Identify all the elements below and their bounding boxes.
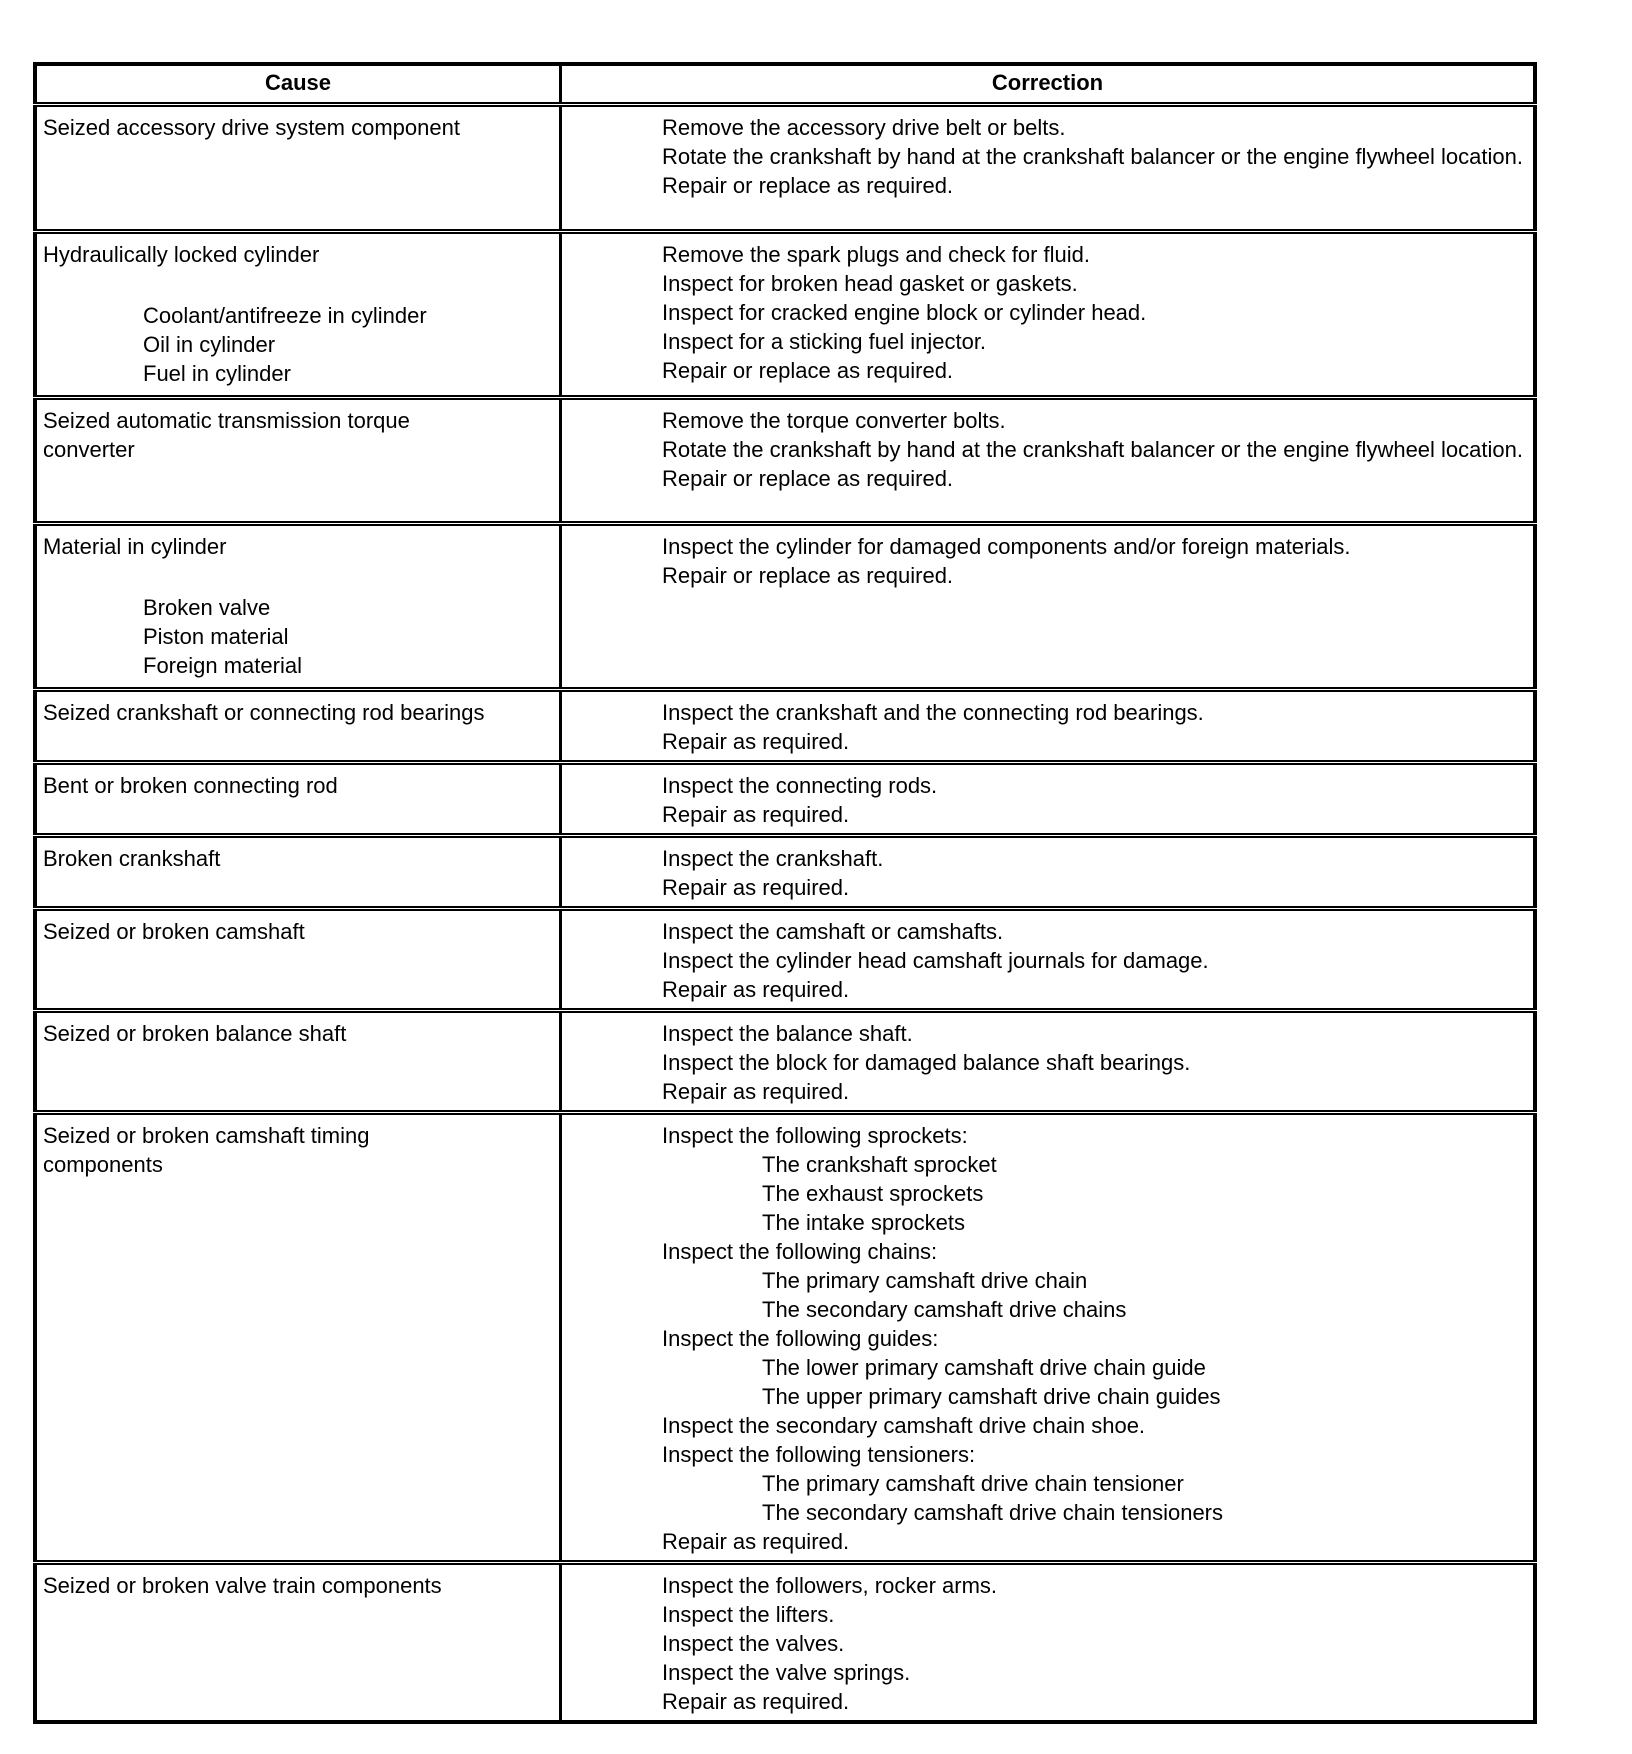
cause-text: Material in cylinder: [43, 534, 227, 559]
cause-text: Seized crankshaft or connecting rod bearings: [43, 700, 485, 725]
correction-step: Inspect the camshaft or camshafts.: [662, 919, 1004, 944]
correction-step: Inspect the following sprockets:: [662, 1123, 968, 1148]
cause-subitem: Oil in cylinder: [143, 332, 276, 357]
table-row: [35, 105, 1535, 232]
table-row: [35, 836, 1535, 909]
correction-step: Inspect for a sticking fuel injector.: [662, 329, 987, 354]
correction-step: Inspect the block for damaged balance shaft bearings.: [662, 1050, 1191, 1075]
cause-cell: [35, 232, 561, 398]
correction-cell: [561, 1113, 1536, 1563]
correction-step: Repair as required.: [662, 802, 850, 827]
correction-step: Inspect the valve springs.: [662, 1660, 911, 1685]
correction-step: Rotate the crankshaft by hand at the crankshaft balancer or the engine flywheel location.: [662, 144, 1523, 169]
cause-subitem: Piston material: [143, 624, 289, 649]
correction-step: Inspect the following tensioners:: [662, 1442, 976, 1467]
cause-cell: [35, 1011, 561, 1113]
table-row: [35, 763, 1535, 836]
cause-text: Seized or broken valve train components: [43, 1573, 442, 1598]
correction-step: Inspect the cylinder head camshaft journals for damage.: [662, 948, 1209, 973]
correction-step: Repair or replace as required.: [662, 358, 954, 383]
correction-cell: [561, 763, 1536, 836]
correction-cell: [561, 1011, 1536, 1113]
correction-step: Inspect for cracked engine block or cylinder head.: [662, 300, 1147, 325]
correction-subitem: The intake sprockets: [762, 1210, 965, 1235]
cause-cell: [35, 909, 561, 1011]
table-row: [35, 690, 1535, 763]
cause-text: Seized or broken balance shaft: [43, 1021, 347, 1046]
cause-subitem: Coolant/antifreeze in cylinder: [143, 303, 427, 328]
header-row: [35, 64, 1535, 105]
cause-cell: [35, 1563, 561, 1723]
correction-step: Inspect the cylinder for damaged components and/or foreign materials.: [662, 534, 1351, 559]
table-row: [35, 1011, 1535, 1113]
correction-step: Repair as required.: [662, 1079, 850, 1104]
table-row: [35, 232, 1535, 398]
table-row: [35, 398, 1535, 524]
cause-subitem: Foreign material: [143, 653, 302, 678]
cause-text: Seized accessory drive system component: [43, 115, 460, 140]
correction-cell: [561, 1563, 1536, 1723]
correction-step: Repair or replace as required.: [662, 173, 954, 198]
cause-cell: [35, 1113, 561, 1563]
correction-cell: [561, 232, 1536, 398]
correction-subitem: The upper primary camshaft drive chain guides: [762, 1384, 1221, 1409]
correction-step: Remove the accessory drive belt or belts.: [662, 115, 1066, 140]
correction-cell: [561, 398, 1536, 524]
correction-cell: [561, 105, 1536, 232]
correction-cell: [561, 909, 1536, 1011]
cause-cell: [35, 690, 561, 763]
correction-step: Inspect the secondary camshaft drive chain shoe.: [662, 1413, 1146, 1438]
cause-text: Seized or broken camshaft: [43, 919, 305, 944]
cause-text: Hydraulically locked cylinder: [43, 242, 320, 267]
header-correction: Correction: [561, 64, 1536, 105]
correction-subitem: The secondary camshaft drive chain tensioners: [762, 1500, 1224, 1525]
cause-cell: [35, 836, 561, 909]
table-row: [35, 909, 1535, 1011]
correction-cell: [561, 524, 1536, 690]
correction-step: Rotate the crankshaft by hand at the crankshaft balancer or the engine flywheel location.: [662, 437, 1523, 462]
correction-subitem: The primary camshaft drive chain: [762, 1268, 1088, 1293]
correction-step: Inspect the lifters.: [662, 1602, 835, 1627]
table-row: [35, 1113, 1535, 1563]
correction-step: Remove the torque converter bolts.: [662, 408, 1006, 433]
cause-text: Broken crankshaft: [43, 846, 221, 871]
correction-step: Repair as required.: [662, 977, 850, 1002]
cause-subitem: Fuel in cylinder: [143, 361, 291, 386]
correction-subitem: The crankshaft sprocket: [762, 1152, 997, 1177]
correction-subitem: The lower primary camshaft drive chain guide: [762, 1355, 1206, 1380]
correction-step: Repair or replace as required.: [662, 466, 954, 491]
correction-subitem: The secondary camshaft drive chains: [762, 1297, 1127, 1322]
table-row: [35, 524, 1535, 690]
table-row: [35, 1563, 1535, 1723]
correction-step: Repair as required.: [662, 875, 850, 900]
correction-step: Inspect the crankshaft and the connecting rod bearings.: [662, 700, 1204, 725]
cause-cell: [35, 105, 561, 232]
correction-step: Inspect the following chains:: [662, 1239, 938, 1264]
correction-step: Inspect the crankshaft.: [662, 846, 884, 871]
correction-step: Remove the spark plugs and check for fluid.: [662, 242, 1091, 267]
cause-cell: [35, 763, 561, 836]
correction-step: Inspect the followers, rocker arms.: [662, 1573, 998, 1598]
correction-subitem: The exhaust sprockets: [762, 1181, 984, 1206]
cause-subitem: Broken valve: [143, 595, 271, 620]
correction-step: Inspect the following guides:: [662, 1326, 939, 1351]
correction-subitem: The primary camshaft drive chain tensioner: [762, 1471, 1184, 1496]
correction-step: Inspect the valves.: [662, 1631, 845, 1656]
correction-cell: [561, 836, 1536, 909]
header-cause: Cause: [35, 64, 561, 105]
cause-text: Seized automatic transmission torque converter: [43, 408, 410, 462]
correction-step: Inspect the connecting rods.: [662, 773, 938, 798]
cause-correction-table: [33, 62, 1537, 1724]
table-body: [35, 105, 1535, 1723]
cause-text: Seized or broken camshaft timing components: [43, 1123, 370, 1177]
correction-step: Repair or replace as required.: [662, 563, 954, 588]
cause-text: Bent or broken connecting rod: [43, 773, 338, 798]
cause-cell: [35, 398, 561, 524]
correction-step: Inspect for broken head gasket or gaskets.: [662, 271, 1078, 296]
correction-step: Repair as required.: [662, 729, 850, 754]
correction-cell: [561, 690, 1536, 763]
correction-step: Repair as required.: [662, 1529, 850, 1554]
correction-step: Inspect the balance shaft.: [662, 1021, 913, 1046]
cause-cell: [35, 524, 561, 690]
correction-step: Repair as required.: [662, 1689, 850, 1714]
